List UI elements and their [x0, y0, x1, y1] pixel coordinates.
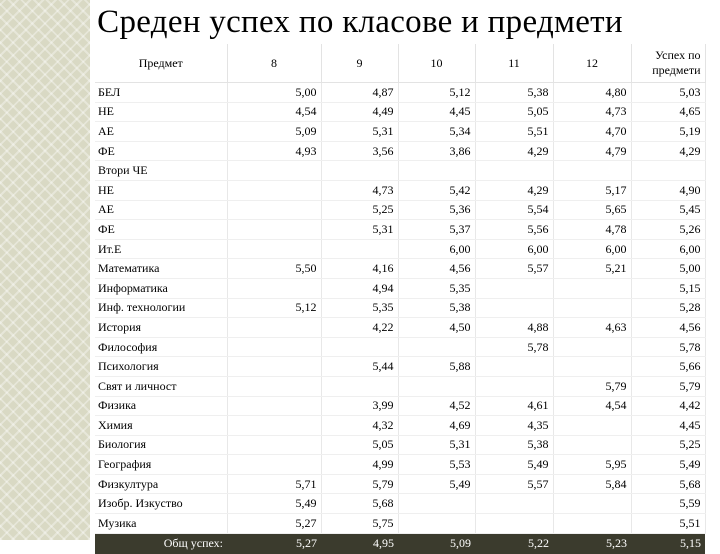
subject-average-cell: 5,79	[631, 376, 705, 396]
table-row	[95, 102, 705, 122]
header-row	[95, 44, 705, 83]
grade-value-cell	[475, 298, 553, 318]
grade-value-cell	[227, 435, 321, 455]
grade-value-cell: 5,35	[398, 278, 475, 298]
table-row	[95, 376, 705, 396]
grade-value-cell	[227, 239, 321, 259]
grade-value-cell: 4,29	[475, 180, 553, 200]
subject-average-cell: 5,19	[631, 122, 705, 142]
subject-cell: ФЕ	[95, 141, 227, 161]
grade-value-cell: 4,87	[321, 83, 398, 103]
subject-cell: НЕ	[95, 180, 227, 200]
grade-value-cell	[475, 494, 553, 514]
subject-average-cell: 5,59	[631, 494, 705, 514]
subject-cell: Музика	[95, 514, 227, 534]
grade-value-cell	[553, 357, 631, 377]
subject-average-cell: 5,00	[631, 259, 705, 279]
table-body	[95, 83, 705, 554]
subject-cell: НЕ	[95, 102, 227, 122]
grade-value-cell	[398, 376, 475, 396]
grade-value-cell: 5,56	[475, 220, 553, 240]
total-value-cell: 5,23	[553, 533, 631, 554]
subject-cell: География	[95, 455, 227, 475]
grade-value-cell: 5,42	[398, 180, 475, 200]
grade-value-cell: 4,49	[321, 102, 398, 122]
grade-value-cell	[227, 357, 321, 377]
subject-average-cell: 5,15	[631, 278, 705, 298]
grade-value-cell: 4,16	[321, 259, 398, 279]
subject-average-cell: 5,03	[631, 83, 705, 103]
grade-value-cell: 4,73	[553, 102, 631, 122]
grade-value-cell: 4,54	[553, 396, 631, 416]
header-grade-9: 9	[321, 44, 398, 83]
grade-value-cell: 6,00	[475, 239, 553, 259]
grade-value-cell: 4,45	[398, 102, 475, 122]
grade-value-cell	[227, 337, 321, 357]
subject-average-cell: 5,78	[631, 337, 705, 357]
grade-value-cell: 5,37	[398, 220, 475, 240]
subject-average-cell: 4,42	[631, 396, 705, 416]
subject-cell: АЕ	[95, 200, 227, 220]
subject-cell: Математика	[95, 259, 227, 279]
grade-value-cell: 5,49	[398, 474, 475, 494]
grade-value-cell: 4,22	[321, 318, 398, 338]
table-row	[95, 455, 705, 475]
grade-value-cell: 5,50	[227, 259, 321, 279]
grade-value-cell: 5,17	[553, 180, 631, 200]
grade-value-cell: 5,38	[475, 435, 553, 455]
grade-value-cell: 5,12	[398, 83, 475, 103]
table-row	[95, 220, 705, 240]
grade-value-cell	[321, 376, 398, 396]
grade-value-cell	[553, 435, 631, 455]
grade-value-cell: 3,99	[321, 396, 398, 416]
table-row	[95, 318, 705, 338]
grade-value-cell	[227, 278, 321, 298]
subject-cell: Свят и личност	[95, 376, 227, 396]
subject-average-cell: 5,28	[631, 298, 705, 318]
grade-value-cell	[475, 278, 553, 298]
table-row	[95, 494, 705, 514]
grade-value-cell: 4,88	[475, 318, 553, 338]
subject-cell: Инф. технологии	[95, 298, 227, 318]
grade-value-cell: 5,31	[321, 122, 398, 142]
table-row	[95, 259, 705, 279]
grade-value-cell: 5,65	[553, 200, 631, 220]
header-subject: Предмет	[95, 44, 227, 83]
table-row	[95, 435, 705, 455]
table-row	[95, 514, 705, 534]
grade-value-cell	[475, 514, 553, 534]
grade-value-cell: 5,44	[321, 357, 398, 377]
table-row	[95, 83, 705, 103]
grade-value-cell: 5,21	[553, 259, 631, 279]
subject-average-cell: 4,45	[631, 416, 705, 436]
grade-value-cell: 6,00	[398, 239, 475, 259]
header-grade-11: 11	[475, 44, 553, 83]
grade-value-cell	[227, 200, 321, 220]
total-row	[95, 533, 705, 554]
grade-value-cell	[398, 514, 475, 534]
grade-value-cell: 4,70	[553, 122, 631, 142]
grade-value-cell: 5,54	[475, 200, 553, 220]
grade-value-cell: 5,84	[553, 474, 631, 494]
grade-value-cell: 4,79	[553, 141, 631, 161]
grade-value-cell: 5,09	[227, 122, 321, 142]
page-title: Среден успех по класове и предмети	[97, 4, 623, 40]
grade-value-cell: 5,79	[321, 474, 398, 494]
grade-value-cell: 5,49	[475, 455, 553, 475]
subject-cell: Физика	[95, 396, 227, 416]
grade-value-cell: 5,34	[398, 122, 475, 142]
grade-value-cell: 5,75	[321, 514, 398, 534]
subject-cell: АЕ	[95, 122, 227, 142]
grade-value-cell: 4,56	[398, 259, 475, 279]
grade-value-cell	[553, 337, 631, 357]
grade-value-cell: 4,52	[398, 396, 475, 416]
table-row	[95, 200, 705, 220]
grade-value-cell	[553, 278, 631, 298]
table-row	[95, 416, 705, 436]
subject-average-cell: 5,66	[631, 357, 705, 377]
grade-value-cell: 5,27	[227, 514, 321, 534]
grade-value-cell: 5,51	[475, 122, 553, 142]
subject-cell: Физкултура	[95, 474, 227, 494]
total-value-cell: 5,22	[475, 533, 553, 554]
grade-value-cell: 4,78	[553, 220, 631, 240]
grade-value-cell: 4,73	[321, 180, 398, 200]
grade-value-cell: 4,69	[398, 416, 475, 436]
grade-value-cell	[553, 494, 631, 514]
subject-average-cell: 5,26	[631, 220, 705, 240]
grade-value-cell: 4,61	[475, 396, 553, 416]
grade-value-cell: 5,78	[475, 337, 553, 357]
grade-value-cell: 5,05	[321, 435, 398, 455]
grade-value-cell	[553, 514, 631, 534]
grade-value-cell	[227, 318, 321, 338]
table-row	[95, 474, 705, 494]
subject-average-cell: 4,65	[631, 102, 705, 122]
grade-value-cell: 4,54	[227, 102, 321, 122]
grade-value-cell: 5,71	[227, 474, 321, 494]
grade-value-cell: 4,35	[475, 416, 553, 436]
grade-value-cell: 4,80	[553, 83, 631, 103]
subject-average-cell: 5,68	[631, 474, 705, 494]
grade-value-cell: 5,68	[321, 494, 398, 514]
subject-average-cell: 5,49	[631, 455, 705, 475]
header-grade-10: 10	[398, 44, 475, 83]
subject-cell: Психология	[95, 357, 227, 377]
subject-average-cell: 5,25	[631, 435, 705, 455]
grade-value-cell: 5,25	[321, 200, 398, 220]
grade-value-cell	[227, 161, 321, 181]
table-row	[95, 298, 705, 318]
grade-value-cell	[475, 161, 553, 181]
header-grade-8: 8	[227, 44, 321, 83]
left-decor-pattern	[0, 0, 90, 540]
grade-value-cell: 5,95	[553, 455, 631, 475]
table-row	[95, 278, 705, 298]
table-row	[95, 141, 705, 161]
subject-cell: Философия	[95, 337, 227, 357]
grade-value-cell	[321, 337, 398, 357]
grade-value-cell: 5,38	[475, 83, 553, 103]
grade-value-cell	[553, 416, 631, 436]
subject-average-cell: 4,90	[631, 180, 705, 200]
subject-average-cell: 4,56	[631, 318, 705, 338]
grades-table-container	[95, 44, 705, 551]
grade-value-cell	[227, 376, 321, 396]
subject-cell: Ит.Е	[95, 239, 227, 259]
grade-value-cell	[398, 161, 475, 181]
grade-value-cell	[398, 494, 475, 514]
grade-value-cell: 5,31	[321, 220, 398, 240]
grade-value-cell	[227, 396, 321, 416]
grade-value-cell	[321, 239, 398, 259]
table-row	[95, 161, 705, 181]
subject-average-cell: 5,45	[631, 200, 705, 220]
grade-value-cell: 4,50	[398, 318, 475, 338]
grade-value-cell: 5,49	[227, 494, 321, 514]
table-row	[95, 337, 705, 357]
subject-cell: История	[95, 318, 227, 338]
subject-cell: Информатика	[95, 278, 227, 298]
subject-cell: БЕЛ	[95, 83, 227, 103]
grade-value-cell: 5,57	[475, 259, 553, 279]
grade-value-cell	[553, 161, 631, 181]
grade-value-cell: 6,00	[553, 239, 631, 259]
grade-value-cell: 5,38	[398, 298, 475, 318]
grade-value-cell: 5,79	[553, 376, 631, 396]
header-subject-average: Успех по предмети	[631, 44, 705, 83]
grade-value-cell: 5,36	[398, 200, 475, 220]
grade-value-cell: 3,86	[398, 141, 475, 161]
grade-value-cell: 5,88	[398, 357, 475, 377]
table-row	[95, 357, 705, 377]
grade-value-cell: 4,32	[321, 416, 398, 436]
grade-value-cell	[475, 376, 553, 396]
total-label: Общ успех:	[95, 533, 227, 554]
subject-cell: Химия	[95, 416, 227, 436]
table-row	[95, 239, 705, 259]
grade-value-cell: 5,05	[475, 102, 553, 122]
table-row	[95, 180, 705, 200]
grade-value-cell: 5,53	[398, 455, 475, 475]
subject-average-cell	[631, 161, 705, 181]
grade-value-cell	[227, 455, 321, 475]
table-row	[95, 396, 705, 416]
subject-cell: ФЕ	[95, 220, 227, 240]
subject-cell: Биология	[95, 435, 227, 455]
grade-value-cell	[475, 357, 553, 377]
header-grade-12: 12	[553, 44, 631, 83]
grade-value-cell: 5,12	[227, 298, 321, 318]
total-value-cell: 5,27	[227, 533, 321, 554]
subject-average-cell: 5,51	[631, 514, 705, 534]
total-value-cell: 5,09	[398, 533, 475, 554]
grade-value-cell: 4,63	[553, 318, 631, 338]
grade-value-cell: 5,57	[475, 474, 553, 494]
grade-value-cell: 4,29	[475, 141, 553, 161]
total-value-cell: 5,15	[631, 533, 705, 554]
grade-value-cell	[227, 180, 321, 200]
grade-value-cell: 4,99	[321, 455, 398, 475]
grade-value-cell	[227, 220, 321, 240]
grade-value-cell: 5,35	[321, 298, 398, 318]
total-value-cell: 4,95	[321, 533, 398, 554]
subject-cell: Втори ЧЕ	[95, 161, 227, 181]
subject-cell: Изобр. Изкуство	[95, 494, 227, 514]
grade-value-cell: 5,31	[398, 435, 475, 455]
grade-value-cell	[553, 298, 631, 318]
grade-value-cell	[321, 161, 398, 181]
grade-value-cell	[398, 337, 475, 357]
grade-value-cell: 4,93	[227, 141, 321, 161]
grade-value-cell: 4,94	[321, 278, 398, 298]
subject-average-cell: 6,00	[631, 239, 705, 259]
table-row	[95, 122, 705, 142]
grade-value-cell: 5,00	[227, 83, 321, 103]
grade-value-cell: 3,56	[321, 141, 398, 161]
grades-table	[95, 44, 706, 554]
subject-average-cell: 4,29	[631, 141, 705, 161]
grade-value-cell	[227, 416, 321, 436]
